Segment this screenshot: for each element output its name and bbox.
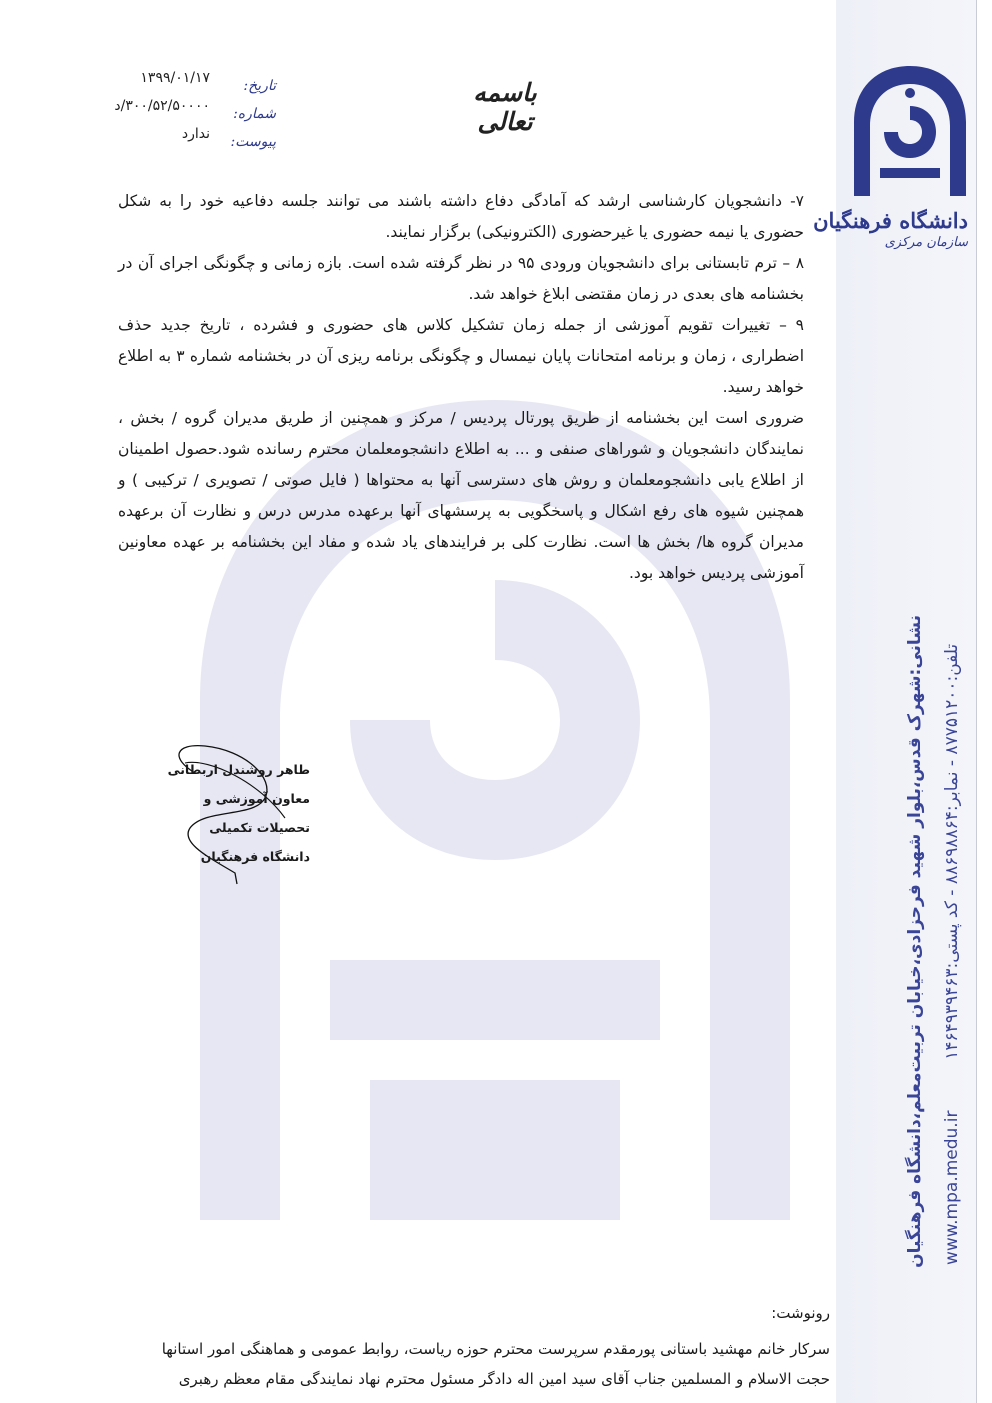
paragraph-item-8: ۸ – ترم تابستانی برای دانشجویان ورودی ۹۵ در نظر گرفته شده است. بازه زمانی و چگونگی اجرای آن در بخشنامه های بعدی در زمان مقتضی ابلاغ خواهد شد. (118, 254, 805, 303)
university-name: دانشگاه فرهنگیان (813, 208, 968, 233)
number-value: ۳۰۰/۵۲/۵۰۰۰۰/د (114, 98, 210, 114)
attachment-label: پیوست: (230, 134, 276, 150)
university-logo (850, 60, 970, 200)
website-text: www.mpa.medu.ir (942, 1110, 962, 1265)
date-value: ۱۳۹۹/۰۱/۱۷ (140, 70, 210, 86)
carbon-copy-section (118, 1298, 830, 1394)
address-text: نشانی:شهرک قدس،بلوار شهید فرحزادی،خیابان تربیت‌معلم،دانشگاه فرهنگیان (905, 615, 925, 1268)
paragraph-item-9: ۹ – تغییرات تقویم آموزشی از جمله زمان تشکیل کلاس های حضوری و فشرده ، تاریخ جدید حذف اضطراری ، زمان و برنامه امتحانات پایان نیمسال و چگونگی برنامه ریزی آن در بخشنامه شماره ۳ به اطلاع خواهد رسید. (118, 316, 805, 396)
basmala-heading: باسمه تعالی (473, 78, 537, 136)
university-name-block (808, 208, 968, 252)
letter-meta-values (60, 64, 210, 148)
cc-line: سرکار خانم مهشید باستانی پورمقدم سرپرست محترم حوزه ریاست، روابط عمومی و هماهنگی امور استانها (161, 1340, 830, 1358)
number-label: شماره: (233, 106, 276, 122)
letter-meta-labels (212, 72, 276, 156)
address-line (905, 615, 945, 1268)
phone-text: تلفن:۸۷۷۵۱۲۰۰ - نمابر:۸۸۶۹۸۸۶۴ - کد پستی:۱۴۶۴۹۳۹۴۶۳ (942, 643, 962, 1060)
paragraph-item-7: ۷- دانشجویان کارشناسی ارشد که آمادگی دفاع داشته باشند می توانند جلسه دفاعیه خود را به شکل حضوری یا نیمه حضوری یا غیرحضوری (الکترونیکی) برگزار نمایند. (118, 192, 804, 241)
signer-organization: دانشگاه فرهنگیان (200, 849, 310, 864)
signature-block (150, 755, 310, 871)
date-label: تاریخ: (243, 78, 276, 94)
signer-name: طاهر روشندل اربطانی (167, 762, 310, 777)
organization-subtitle: سازمان مرکزی (884, 235, 968, 250)
paragraph-notice: ضروری است این بخشنامه از طریق پورتال پردیس / مرکز و همچنین از طریق مدیران گروه / بخش ، نمایندگان دانشجویان و شوراهای صنفی و ... به اطلاع دانشجومعلمان محترم رسانده شود.حصول اطمینان از اطلاع یابی دانشجومعلمان و روش های دسترسی آنها به محتواها ( فایل صوتی / تصویری / ترکیبی ) و همچنین شیوه های رفع اشکال و پاسخگویی به پرسشهای آنها برعهده مدرس درس و نظارت آن برعهده مدیران گروه ها/ بخش ها است. نظارت کلی بر فرایندهای یاد شده و مفاد این بخشنامه بر عهده معاونین آموزشی پردیس خواهد بود. (118, 409, 804, 582)
attachment-value: ندارد (181, 126, 210, 142)
cc-title: رونوشت: (771, 1304, 830, 1322)
contact-line (942, 615, 982, 1265)
cc-line: حجت الاسلام و المسلمین جناب آقای سید امین اله دادگر مسئول محترم نهاد نمایندگی مقام معظم رهبری (178, 1370, 830, 1388)
letter-body (118, 186, 804, 589)
signer-title: معاون آموزشی و تحصیلات تکمیلی (203, 791, 310, 835)
